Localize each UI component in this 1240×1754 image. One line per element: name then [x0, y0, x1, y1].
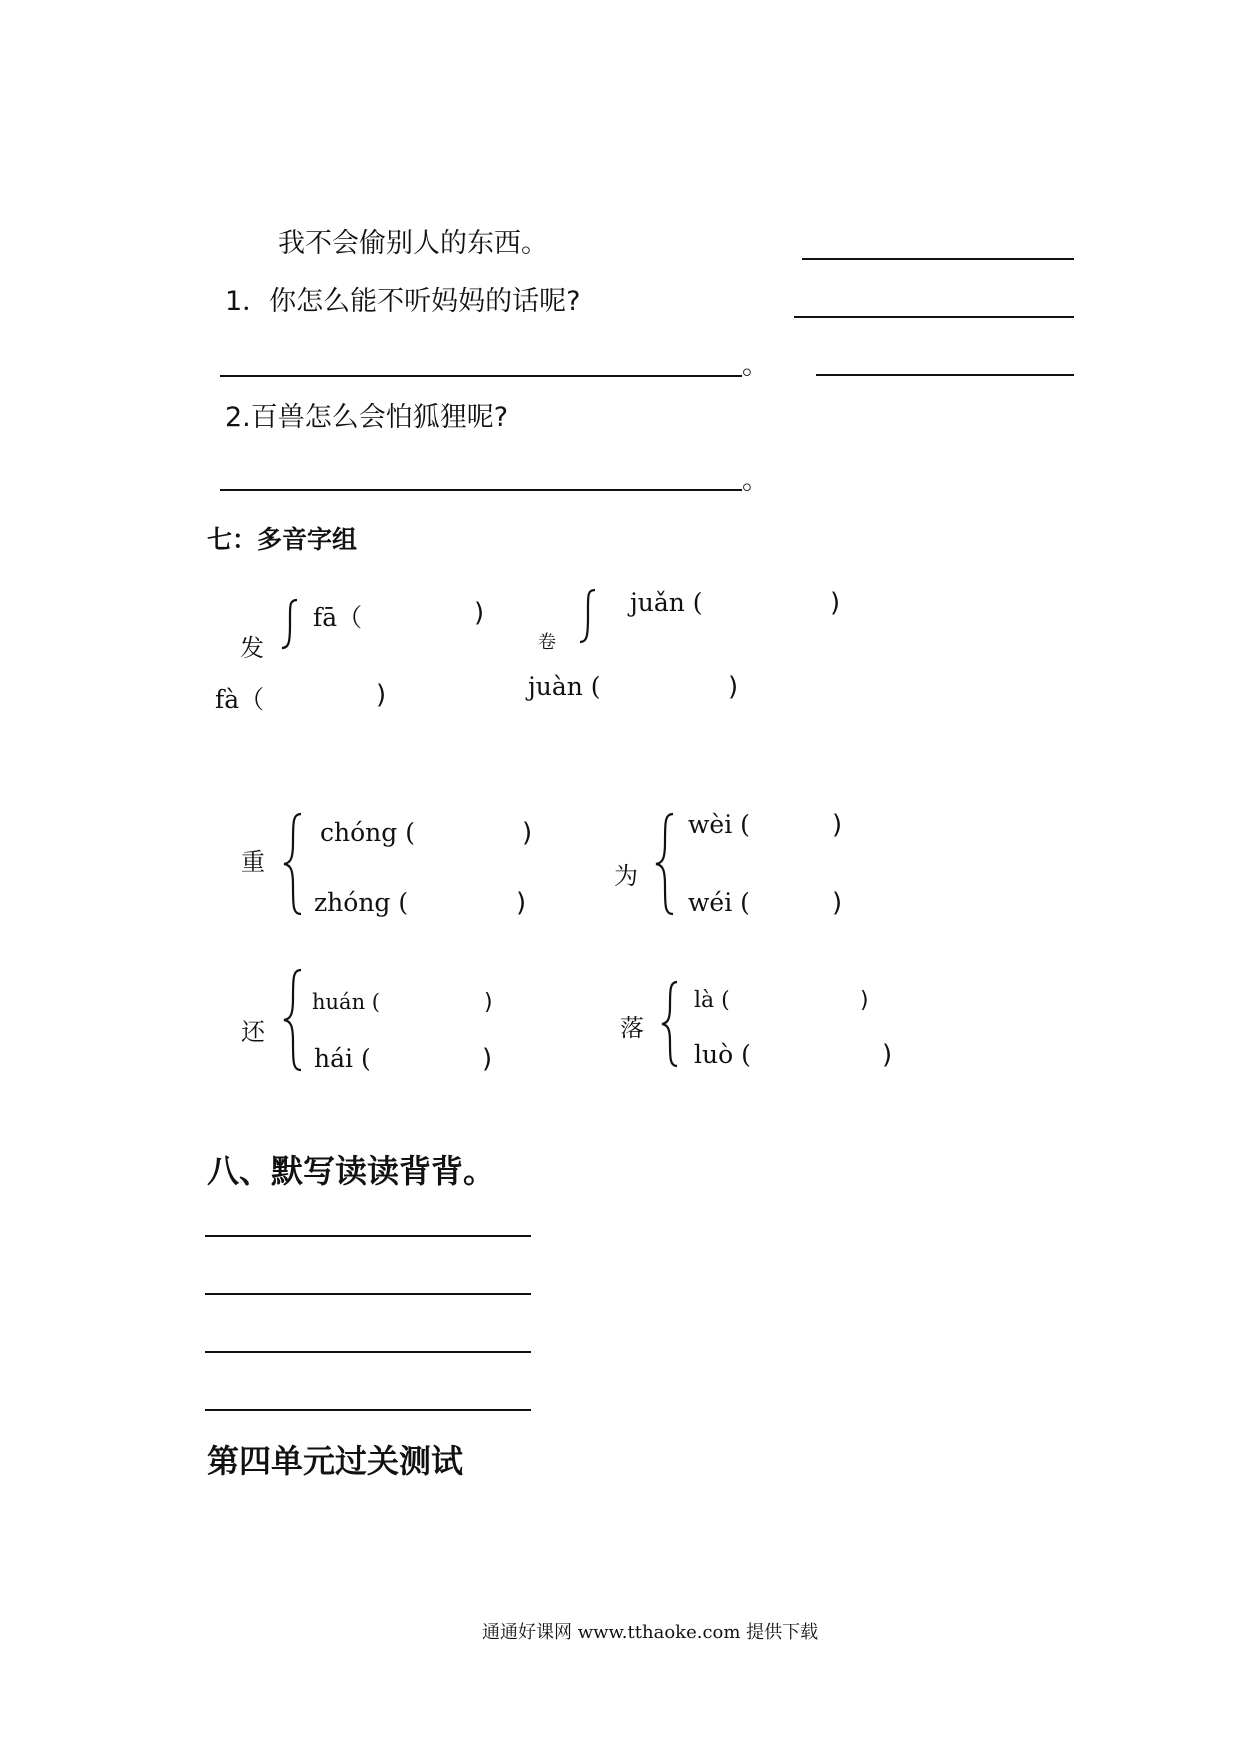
reading-wei4: wèi ( [688, 810, 750, 839]
unit-title: 第四单元过关测试 [207, 1442, 464, 1480]
section-8-title: 八、默写读读背背。 [207, 1152, 496, 1190]
close-paren: ) [482, 1044, 493, 1074]
answer-line[interactable] [816, 374, 1074, 376]
reading-huan: huán ( [312, 990, 380, 1014]
sentence-top: 我不会偷别人的东西。 [278, 228, 548, 259]
close-paren: ) [484, 990, 493, 1015]
poly-char-fa: 发 [240, 634, 264, 662]
poly-char-zhong: 重 [241, 848, 265, 876]
period: 。 [742, 465, 769, 496]
answer-line-q2[interactable] [220, 489, 742, 491]
close-paren: ) [860, 988, 869, 1013]
brace-icon [660, 980, 680, 1068]
close-paren: ) [522, 818, 533, 848]
reading-fa1: fā（ [313, 603, 363, 632]
close-paren: ) [516, 888, 527, 918]
recite-line-3[interactable] [205, 1351, 531, 1353]
close-paren: ) [832, 810, 843, 840]
answer-line-q1[interactable] [220, 375, 742, 377]
recite-line-2[interactable] [205, 1293, 531, 1295]
reading-chong: chóng ( [320, 818, 415, 847]
poly-char-luo: 落 [620, 1014, 644, 1042]
brace-icon [282, 812, 304, 916]
reading-juan4: juàn ( [528, 672, 601, 701]
footer-text: 通通好课网 www.tthaoke.com 提供下载 [482, 1622, 819, 1643]
close-paren: ) [830, 588, 841, 618]
poly-char-wei: 为 [614, 862, 638, 890]
section-7-title: 七：多音字组 [207, 525, 358, 554]
reading-zhong: zhóng ( [314, 888, 409, 917]
close-paren: ) [882, 1040, 893, 1070]
brace-icon [654, 812, 676, 916]
poly-char-huan: 还 [241, 1018, 265, 1046]
question-1: 1．你怎么能不听妈妈的话呢? [225, 286, 581, 317]
bracket-icon [578, 588, 598, 644]
close-paren: ) [832, 888, 843, 918]
period: 。 [742, 350, 769, 381]
close-paren: ) [474, 598, 485, 628]
reading-juan3: juǎn ( [630, 588, 703, 617]
bracket-icon [280, 598, 300, 650]
answer-line[interactable] [802, 258, 1074, 260]
brace-icon [282, 968, 304, 1072]
close-paren: ) [728, 672, 739, 702]
close-paren: ) [376, 680, 387, 710]
reading-fa4: fà（ [215, 685, 265, 714]
reading-wei2: wéi ( [688, 888, 750, 917]
recite-line-4[interactable] [205, 1409, 531, 1411]
reading-la: là ( [694, 988, 730, 1013]
poly-char-juan: 卷 [538, 632, 556, 653]
reading-hai: hái ( [314, 1044, 371, 1073]
reading-luo: luò ( [694, 1040, 751, 1069]
answer-line[interactable] [794, 316, 1074, 318]
recite-line-1[interactable] [205, 1235, 531, 1237]
question-2: 2.百兽怎么会怕狐狸呢? [225, 402, 509, 433]
